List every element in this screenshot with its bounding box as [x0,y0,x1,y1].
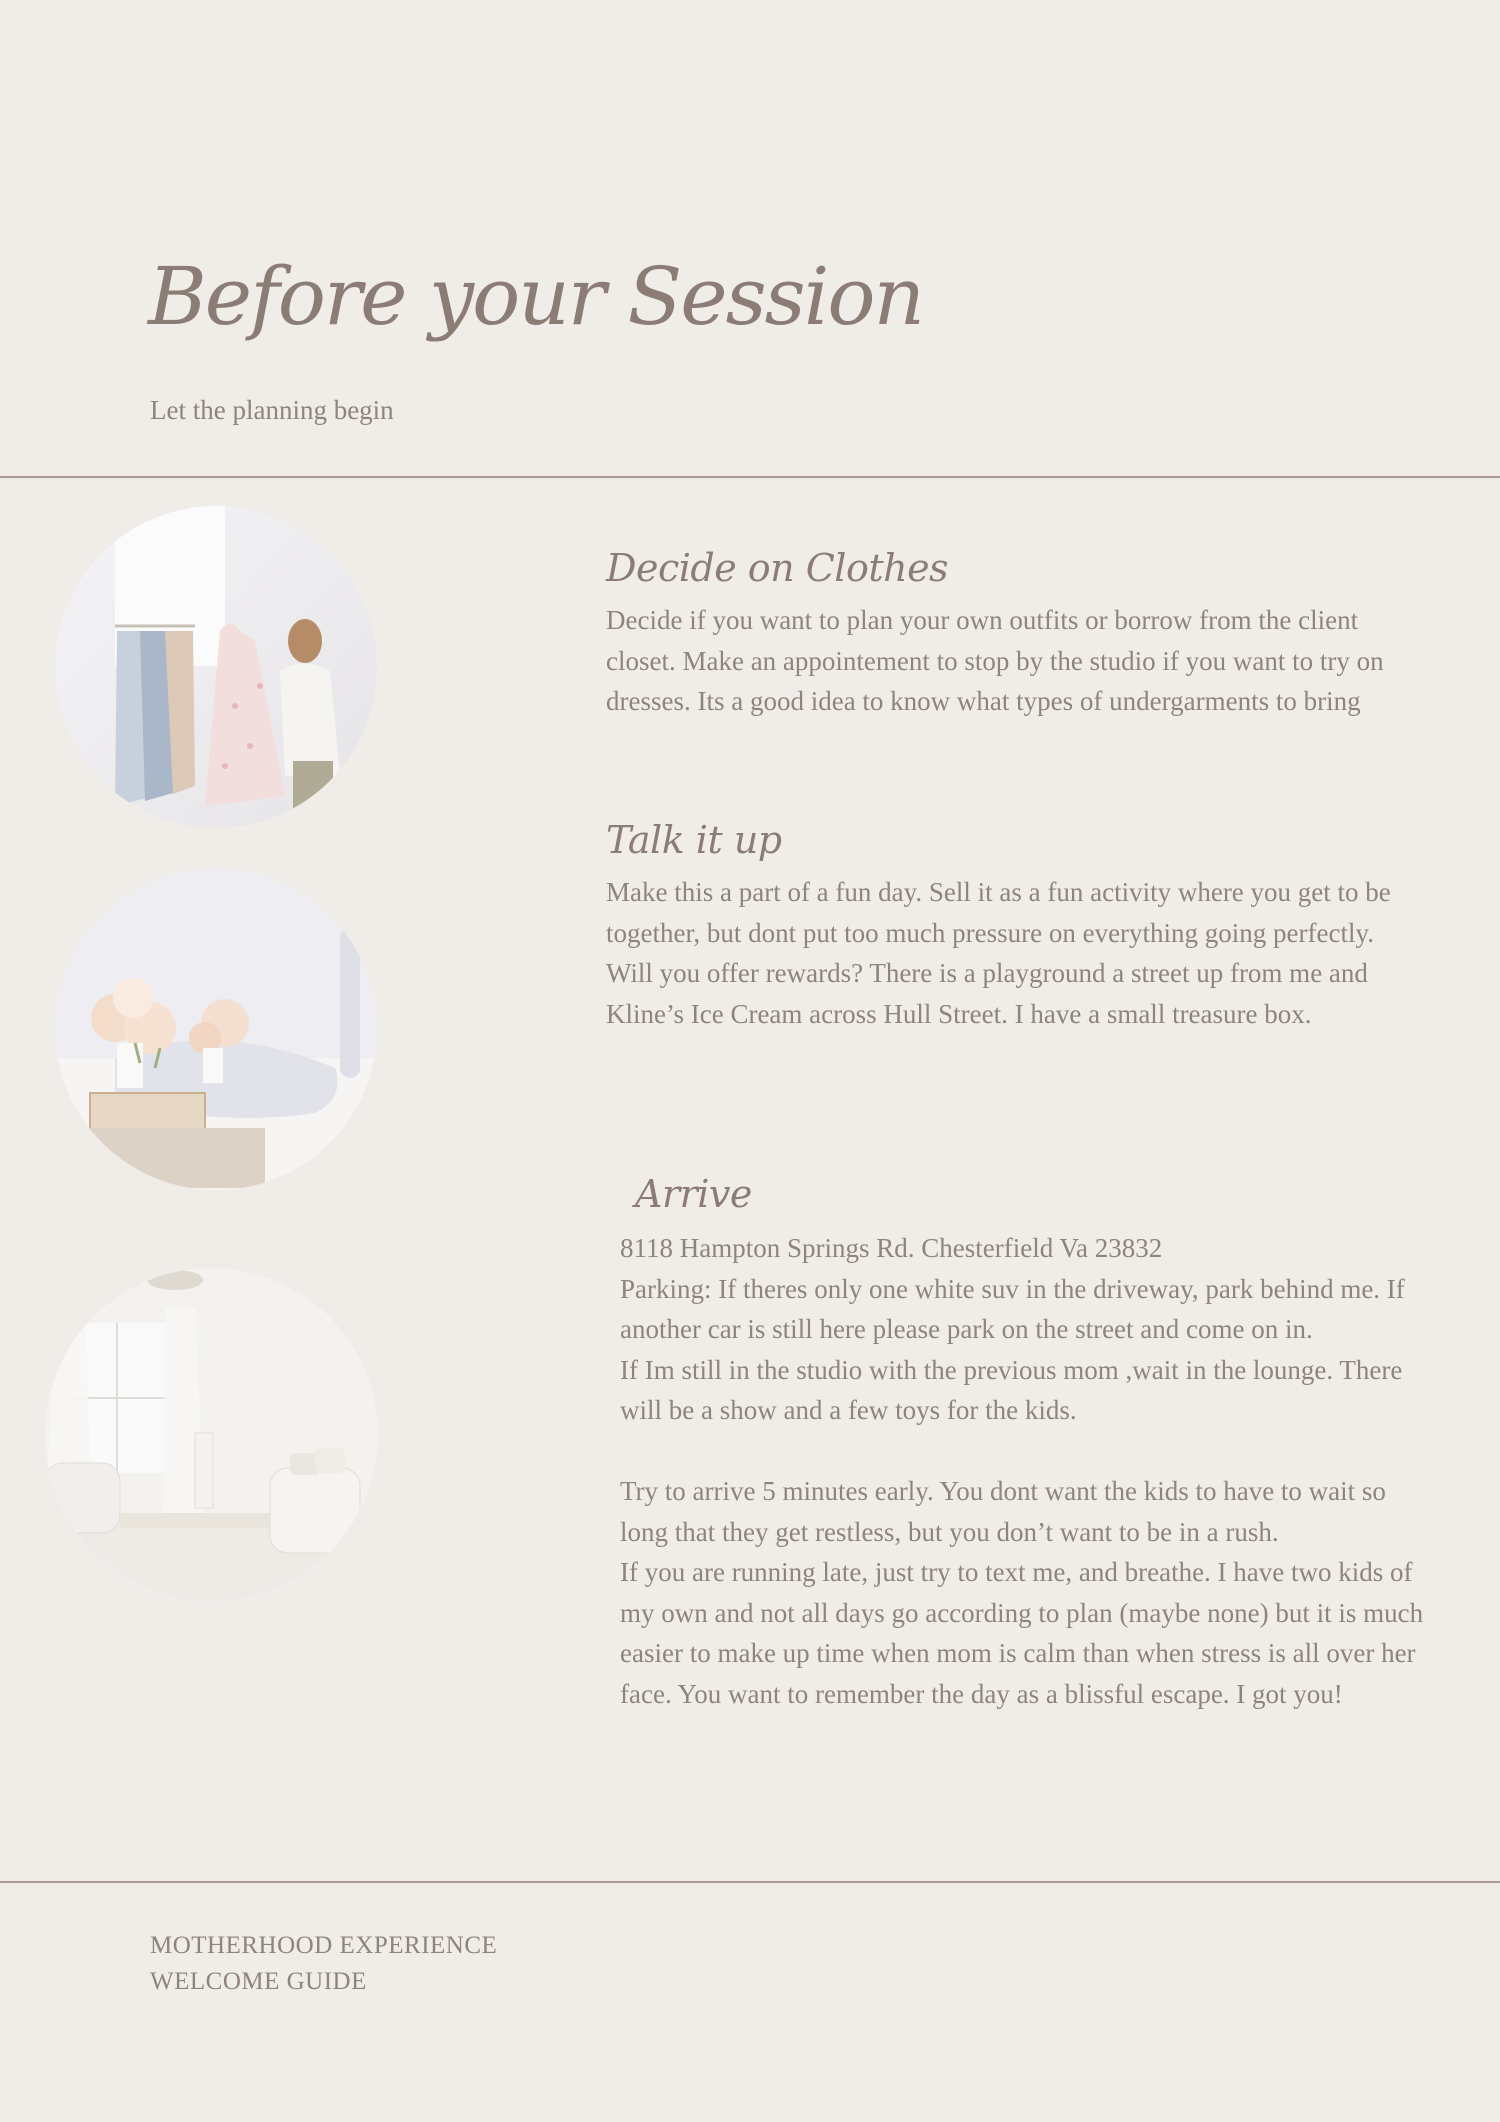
footer-line-1: MOTHERHOOD EXPERIENCE [150,1932,498,1959]
section-arrive [620,1172,1440,1714]
page-subtitle: Let the planning begin [150,395,394,425]
top-divider [0,476,1500,478]
section-heading: Decide on Clothes [606,546,949,590]
section-talk-it-up [606,818,1426,1034]
section-heading: Talk it up [606,818,782,862]
section-heading: Arrive [635,1172,752,1216]
section-decide-clothes [606,546,1426,722]
section-body [620,1228,1440,1714]
footer-line-2: WELCOME GUIDE [150,1968,367,1995]
arrive-early-text: Try to arrive 5 minutes early. You dont want the kids to have to wait so long that they get restless, but you don’t want to be in a rush. [620,1476,1386,1547]
paragraph-gap [620,1431,1440,1472]
bottom-divider [0,1881,1500,1883]
section-body: Make this a part of a fun day. Sell it as a fun activity where you get to be together, but dont put too much pressure on everything going perfectly. Will you offer rewards? There is a playground a street up from me and Kline’s Ice Cream across Hull Street. I have a small treasure box. [606,877,1391,1029]
page-title: Before your Session [148,250,924,343]
address-text: 8118 Hampton Springs Rd. Chesterfield Va 23832 [620,1233,1163,1263]
section-body: Decide if you want to plan your own outfits or borrow from the client closet. Make an appointement to stop by the studio if you want to try on dresses. Its a good idea to know what types of undergarments to bring [606,605,1384,716]
peonies-mirror-photo [55,868,377,1190]
lounge-text: If Im still in the studio with the previous mom ,wait in the lounge. There will be a show and a few toys for the kids. [620,1354,1403,1425]
running-late-text: If you are running late, just try to text me, and breathe. I have two kids of my own and not all days go according to plan (maybe none) but it is much easier to make up time when mom is calm than when stress is all over her face. You want to remember the day as a blissful escape. I got you! [620,1557,1424,1709]
clothes-closet-photo [55,506,377,828]
studio-room-photo [45,1268,378,1601]
parking-text: Parking: If theres only one white suv in the driveway, park behind me. If another car is still here please park on the street and come on in. [620,1273,1405,1344]
